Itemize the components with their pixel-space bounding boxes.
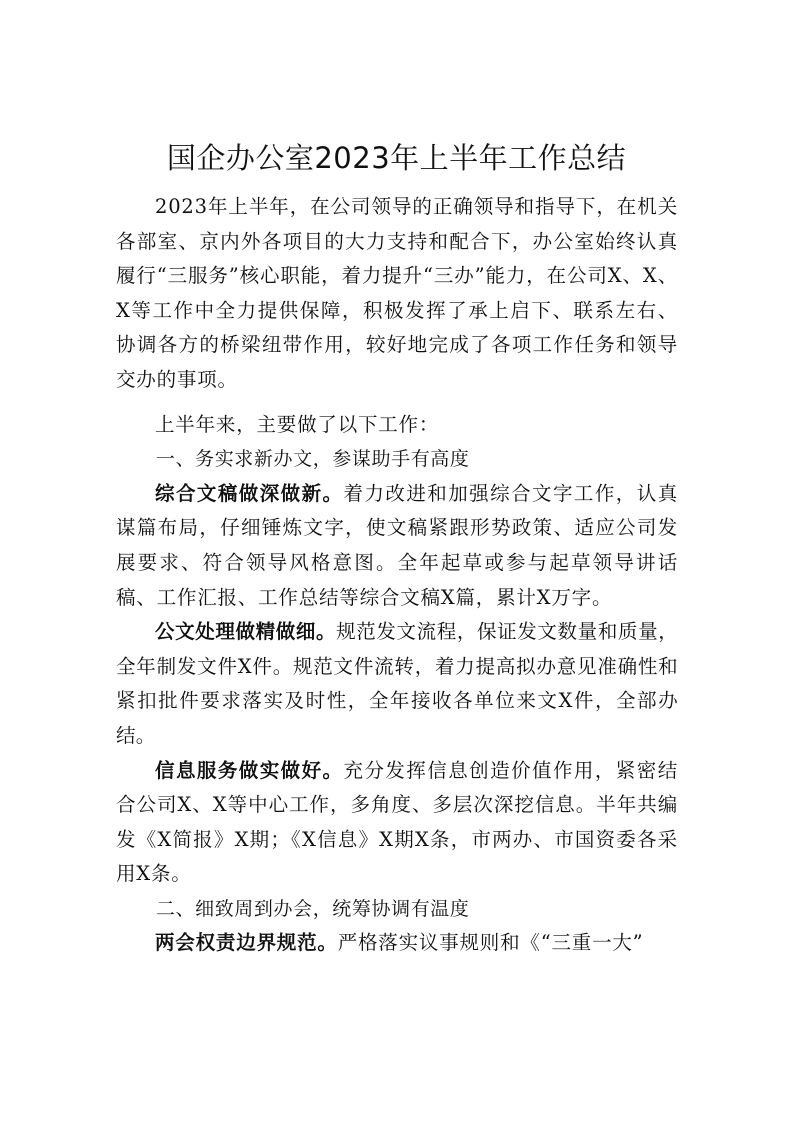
- section-1-item-1-lead: 综合文稿做深做新。: [155, 481, 344, 505]
- intro-paragraph: 2023年上半年，在公司领导的正确领导和指导下，在机关各部室、京内外各项目的大力支持和配合下，办公室始终认真履行“三服务”核心职能，着力提升“三办”能力，在公司X、X、X等工作中全力提供保障，积极发挥了承上启下、联系左右、协调各方的桥梁纽带作用，较好地完成了各项工作任务和领导交办的事项。: [116, 195, 678, 391]
- section-1-item-2-lead: 公文处理做精做细。: [155, 620, 337, 644]
- paragraph-spacer: [116, 398, 678, 408]
- section-1-item-3: [116, 754, 678, 892]
- section-2-item-1-text: 严格落实议事规则和《“三重一大”: [337, 931, 644, 955]
- section-1-item-3-text: 充分发挥信息创造价值作用，紧密结合公司X、X等中心工作，多角度、多层次深挖信息。半年共编发《X简报》X期；《X信息》X期X条，市两办、市国资委各采用X条。: [116, 758, 678, 886]
- section-1-item-2: [116, 615, 678, 753]
- document-title: 国企办公室2023年上半年工作总结: [166, 141, 627, 175]
- section-1-item-2-text: 规范发文流程，保证发文数量和质量，全年制发文件X件。规范文件流转，着力提高拟办意见准确性和紧扣批件要求落实及时性，全年接收各单位来文X件，全部办结。: [116, 620, 678, 747]
- section-1-item-1-text: 着力改进和加强综合文字工作，认真谋篇布局，仔细锤炼文字，使文稿紧跟形势政策、适应公司发展要求、符合领导风格意图。全年起草或参与起草领导讲话稿、工作汇报、工作总结等综合文稿X篇，累计X万字。: [116, 481, 678, 609]
- section-1-item-3-lead: 信息服务做实做好。: [155, 758, 344, 782]
- section-2-item-1: [116, 926, 678, 961]
- section-1-heading: 一、务实求新办文，参谋助手有高度: [155, 448, 470, 471]
- summary-line: 上半年来，主要做了以下工作：: [155, 412, 440, 436]
- section-2-heading: 二、细致周到办会，统筹协调有温度: [155, 897, 470, 920]
- section-2-item-1-lead: 两会权责边界规范。: [155, 931, 338, 955]
- section-1-item-1: [116, 477, 678, 615]
- document-body: [116, 190, 678, 961]
